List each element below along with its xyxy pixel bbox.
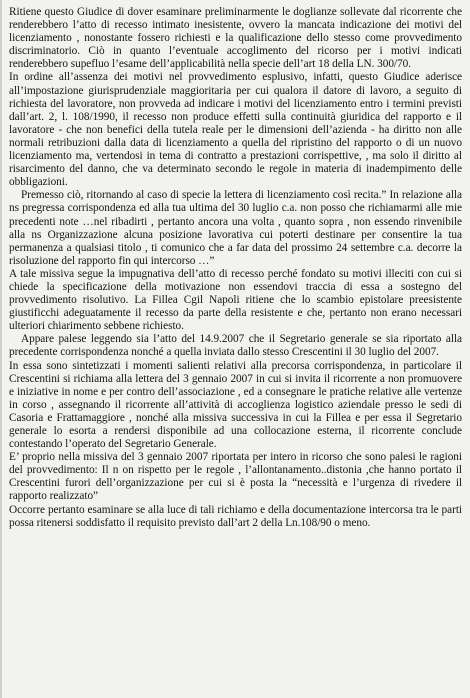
paragraph-correspondence-summary: In essa sono sintetizzati i momenti salienti relativi alla precorsa corrispondenza, in particolare il Crescentini si richiama alla lettera del 3 gennaio 2007 in cui si invita il ricorrente a non promuovere e iniziative in nome e per contro dell’associazione , ed a consegnare le pratiche relative alle vertenze in corso , assegnando il ricorrente all’attività di accoglienza logistico aziendale presso le sedi di Casoria e Frattamaggiore , nonché alla missiva successiva in cui la Fillea e per essa il Segretario generale lo esorta a rendersi disponibile ad una collocazione esterna, il ricorrente conclude contestando l’operato del Segretario Generale. [9, 359, 462, 451]
paragraph-impugnation: A tale missiva segue la impugnativa dell’atto di recesso perché fondato su motivi illeciti con cui si chiede la specificazione della motivazione non essendovi traccia di essa a sostegno del provvedimento risolutivo. La Fillea Cgil Napoli ritiene che lo scambio epistolare preesistente giustificchi adeguatamente il recesso da parte della resistente e che, pertanto non erano necessari ulteriori chiarimento sebbene richiesto. [9, 267, 462, 333]
paragraph-preliminary-complaints: Ritiene questo Giudice di dover esaminare preliminarmente le doglianze sollevate dal ricorrente che renderebbero l’atto di recesso intimato inesistente, ovvero la mancata indicazione dei motivi del licenziamento , nonostante fossero richiesti e la qualificazione dello stesso come provvedimento discriminatorio. Ciò in quanto l’eventuale accoglimento del ricorso per i motivi indicati renderebbero supefluo l’esame dell’applicabilità nella specie dell’art 18 della LN. 300/70. [9, 6, 462, 71]
paragraph-absence-of-motives: In ordine all’assenza dei motivi nel provvedimento esplusivo, infatti, questo Giudice aderisce all’impostazione giurisprudenziale maggioritaria per cui qualora il datore di lavoro, a seguito di richiesta del lavoratore, non provveda ad indicare i motivi del licenziamento entro i termini previsti dall’art. 2, l. 108/1990, il recesso non produce effetti sulla continuità giuridica del rapporto e il lavoratore - che non benefici della tutela reale per le dimensioni dell’azienda - ha diritto non alle normali retribuzioni dalla data di licenziamento a quella del ripristino del rapporto o di un nuovo licenziamento ma, vertendosi in tema di contratto a prestazioni corrispettive, , ma solo il diritto al risarcimento del danno, che va determinato secondo le regole in materia di inadempimento delle obbligazioni. [9, 71, 462, 189]
paragraph-missive-reasons: E’ proprio nella missiva del 3 gennaio 2007 riportata per intero in ricorso che sono palesi le ragioni del provvedimento: Il n on rispetto per le regole , l’allontanamento..distonia ,che hanno portato il Crescentini furori dell’organizzazione per cui si è posta la “necessità e l’urgenza di rivedere il rapporto realizzato” [9, 451, 462, 503]
paragraph-conclusion: Occorre pertanto esaminare se alla luce di tali richiamo e della documentazione intercorsa tra le parti possa ritenersi soddisfatto il requisito previsto dall’art 2 della Ln.108/90 o meno. [9, 503, 462, 529]
paragraph-dismissal-letter: Premesso ciò, ritornando al caso di specie la lettera di licenziamento così recita.” In relazione alla ns pregressa corrispondenza ed alla tua ultima del 30 luglio c.a. non posso che richiamarmi alle mie precedenti note …nel ribadirti , pertanto ancora una volta , quanto sopra , non essendo rinvenibile alla ns Organizzazione alcuna posizione lavorativa cui poterti destinare per consentire la tua permanenza a qualsiasi titolo , ti comunico che a far data del prossimo 24 settembre c.a. decorre la risoluzione del rapporto fin qui intercorso …” [9, 189, 462, 267]
scan-edge [0, 0, 2, 698]
paragraph-secretary-act: Appare palese leggendo sia l’atto del 14.9.2007 che il Segretario generale se sia riportato alla precedente corrispondenza nonché a quella inviata dallo stesso Crescentini il 30 luglio del 2007. [9, 333, 462, 359]
